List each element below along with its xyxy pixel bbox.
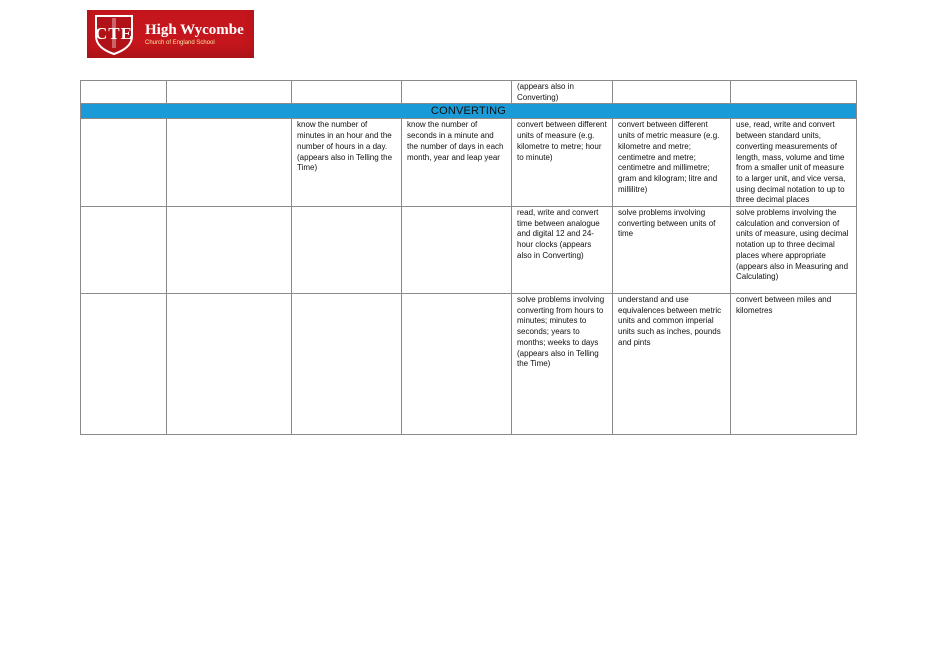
table-cell xyxy=(81,119,167,207)
table-cell xyxy=(402,81,512,104)
table-row xyxy=(81,207,857,294)
table-cell: solve problems involving the calculation and conversion of units of measure, using decimal notation up to three decimal places where appropriate (appears also in Measuring and Calculating) xyxy=(731,207,857,294)
table-cell: know the number of seconds in a minute and the number of days in each month, year and leap year xyxy=(402,119,512,207)
table-cell: convert between different units of metric measure (e.g. kilometre and metre; centimetre and metre; centimetre and millimetre; gram and kilogram; litre and millilitre) xyxy=(613,119,731,207)
table-cell: solve problems involving converting from hours to minutes; minutes to seconds; years to months; weeks to days (appears also in Telling the Time) xyxy=(512,294,613,435)
logo-letters: CTE xyxy=(95,24,133,43)
section-header-row xyxy=(81,104,857,119)
table-cell xyxy=(402,294,512,435)
table-cell xyxy=(167,294,292,435)
table-cell xyxy=(167,81,292,104)
table-cell xyxy=(81,207,167,294)
table-cell xyxy=(292,207,402,294)
table-cell: solve problems involving converting between units of time xyxy=(613,207,731,294)
school-crest-icon xyxy=(91,12,137,56)
table-cell: (appears also in Converting) xyxy=(512,81,613,104)
table-cell: read, write and convert time between analogue and digital 12 and 24-hour clocks (appears also in Converting) xyxy=(512,207,613,294)
table-cell: use, read, write and convert between standard units, converting measurements of length, mass, volume and time from a smaller unit of measure to a larger unit, and vice versa, using decimal notation to up to three decimal places xyxy=(731,119,857,207)
table-row xyxy=(81,294,857,435)
table-cell xyxy=(731,81,857,104)
curriculum-table xyxy=(80,80,857,435)
table-cell xyxy=(81,81,167,104)
table-row xyxy=(81,81,857,104)
table-cell xyxy=(292,294,402,435)
table-cell xyxy=(613,81,731,104)
table-cell: understand and use equivalences between metric units and common imperial units such as inches, pounds and pints xyxy=(613,294,731,435)
table-cell xyxy=(167,207,292,294)
table-row xyxy=(81,119,857,207)
section-title: CONVERTING xyxy=(81,104,857,119)
school-subtitle: Church of England School xyxy=(145,39,215,46)
school-logo xyxy=(87,10,254,58)
table-cell xyxy=(402,207,512,294)
table-cell: convert between different units of measure (e.g. kilometre to metre; hour to minute) xyxy=(512,119,613,207)
table-cell xyxy=(292,81,402,104)
table-cell: convert between miles and kilometres xyxy=(731,294,857,435)
table-cell xyxy=(81,294,167,435)
table-cell: know the number of minutes in an hour and the number of hours in a day. (appears also in Telling the Time) xyxy=(292,119,402,207)
table-cell xyxy=(167,119,292,207)
school-name: High Wycombe xyxy=(145,21,244,38)
